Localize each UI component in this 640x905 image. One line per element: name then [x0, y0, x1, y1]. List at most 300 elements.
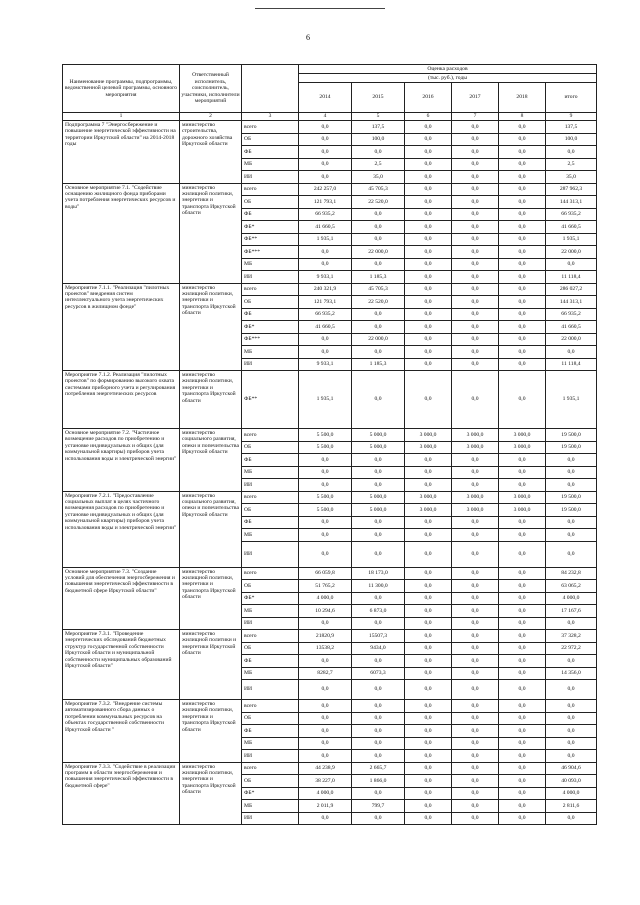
cost-value: 3 000,0: [499, 429, 546, 442]
cost-value: 0,0: [405, 158, 452, 171]
cost-value: 3 000,0: [452, 504, 499, 517]
cost-value: 0,0: [452, 725, 499, 738]
table-row: [63, 183, 597, 196]
header-cost-unit: (тыс. руб.), годы: [299, 74, 597, 83]
funding-source: ФБ***: [242, 333, 299, 346]
cost-value: 0,0: [405, 246, 452, 259]
cost-value: 0,0: [405, 605, 452, 618]
cost-value: 0,0: [452, 642, 499, 655]
funding-source: ФБ: [242, 516, 299, 529]
cost-value: 0,0: [499, 121, 546, 134]
cost-value: 0,0: [452, 605, 499, 618]
header-year: 2016: [405, 83, 452, 113]
cost-value: 0,0: [405, 712, 452, 725]
measure-executor: министерство жилищной политики, энергетики и транспорта Иркутской области: [180, 283, 242, 371]
cost-value: 0,0: [499, 333, 546, 346]
cost-value: 0,0: [452, 800, 499, 813]
cost-value: 0,0: [352, 454, 405, 467]
funding-source: МБ: [242, 605, 299, 618]
cost-value: 0,0: [299, 812, 352, 825]
cost-value: 0,0: [546, 712, 597, 725]
cost-value: 5 500,0: [299, 504, 352, 517]
cost-value: 286 027,2: [546, 283, 597, 296]
cost-value: 0,0: [405, 737, 452, 750]
cost-value: 0,0: [405, 630, 452, 643]
cost-value: 0,0: [452, 171, 499, 184]
cost-value: 0,0: [405, 121, 452, 134]
measure-executor: министерство социального развития, опеки и попечительства Иркутской области: [180, 429, 242, 492]
funding-source: ФБ*: [242, 321, 299, 334]
cost-value: 0,0: [499, 700, 546, 713]
cost-value: 0,0: [405, 283, 452, 296]
cost-value: 0,0: [546, 737, 597, 750]
cost-value: 66 935,2: [546, 308, 597, 321]
measure-name: Основное мероприятие 7.3. "Создание условий для обеспечения энергосбережения и повышения энергетической эффективности в бюджетной сфере Иркутской области": [63, 567, 180, 630]
cost-value: 0,0: [546, 466, 597, 479]
header-year: 2014: [299, 83, 352, 113]
cost-value: 0,0: [299, 346, 352, 359]
cost-value: 0,0: [499, 479, 546, 492]
funding-source: ОБ: [242, 712, 299, 725]
measure-executor: министерство социального развития, опеки и попечительства Иркутской области: [180, 491, 242, 567]
cost-value: 45 705,3: [352, 183, 405, 196]
funding-source: ИИ: [242, 479, 299, 492]
column-index: 9: [546, 113, 597, 121]
cost-value: 0,0: [546, 655, 597, 668]
cost-value: 0,0: [452, 655, 499, 668]
cost-value: 0,0: [405, 529, 452, 542]
cost-value: 0,0: [352, 712, 405, 725]
cost-value: 0,0: [299, 712, 352, 725]
funding-source: всего: [242, 183, 299, 196]
cost-value: 0,0: [299, 529, 352, 542]
cost-value: 19 500,0: [546, 504, 597, 517]
cost-value: 0,0: [352, 787, 405, 800]
cost-value: 0,0: [352, 737, 405, 750]
measure-name: Мероприятие 7.2.1. "Предоставление социальных выплат в целях частичного возмещения расходов по приобретению и установке индивидуальных и общих (для коммунальной квартиры) приборов учета использования воды и электрической энергии": [63, 491, 180, 567]
cost-value: 0,0: [452, 371, 499, 429]
cost-value: 0,0: [499, 246, 546, 259]
cost-value: 35,0: [546, 171, 597, 184]
cost-value: 0,0: [299, 246, 352, 259]
cost-value: 0,0: [452, 196, 499, 209]
cost-value: 0,0: [499, 655, 546, 668]
cost-value: 3 000,0: [452, 491, 499, 504]
column-index: 3: [242, 113, 299, 121]
cost-value: 0,0: [352, 541, 405, 567]
funding-source: МБ: [242, 346, 299, 359]
cost-value: 0,0: [452, 296, 499, 309]
cost-value: 100,0: [546, 133, 597, 146]
cost-value: 41 660,5: [299, 221, 352, 234]
cost-value: 1 866,0: [352, 775, 405, 788]
funding-source: всего: [242, 429, 299, 442]
cost-value: 0,0: [352, 529, 405, 542]
cost-value: 0,0: [405, 655, 452, 668]
cost-value: 0,0: [405, 541, 452, 567]
cost-value: 2 665,7: [352, 762, 405, 775]
funding-source: ИИ: [242, 271, 299, 284]
cost-value: 0,0: [299, 258, 352, 271]
cost-value: 8282,7: [299, 667, 352, 680]
cost-value: 0,0: [499, 358, 546, 371]
cost-value: 66 059,8: [299, 567, 352, 580]
cost-value: 1 935,1: [299, 371, 352, 429]
funding-source: МБ: [242, 529, 299, 542]
cost-value: 0,0: [499, 750, 546, 763]
header-name-col: Наименование программы, подпрограммы, ведомственной целевой программы, основного мероприятия: [63, 65, 180, 113]
funding-source: ФБ*: [242, 787, 299, 800]
cost-value: 0,0: [452, 567, 499, 580]
cost-value: 0,0: [352, 655, 405, 668]
cost-value: 287 962,3: [546, 183, 597, 196]
cost-value: 0,0: [452, 308, 499, 321]
cost-value: 2 011,9: [299, 800, 352, 813]
cost-value: 0,0: [546, 700, 597, 713]
measure-name: Мероприятие 7.3.3. "Содействие в реализации программ в области энергосбережения и повышения энергетической эффективности в бюджетной сфере": [63, 762, 180, 825]
cost-value: 11 118,4: [546, 358, 597, 371]
cost-value: 0,0: [452, 787, 499, 800]
funding-source: всего: [242, 121, 299, 134]
header-year: итого: [546, 83, 597, 113]
cost-value: 22 520,0: [352, 196, 405, 209]
cost-value: 0,0: [405, 516, 452, 529]
cost-value: 51 765,2: [299, 580, 352, 593]
measure-executor: министерство жилищной политики, энергетики и транспорта Иркутской области: [180, 762, 242, 825]
funding-source: ФБ**: [242, 371, 299, 429]
cost-value: 121 793,1: [299, 296, 352, 309]
cost-value: 0,0: [352, 233, 405, 246]
cost-value: 3 000,0: [499, 504, 546, 517]
cost-value: 66 935,2: [299, 208, 352, 221]
header-year: 2017: [452, 83, 499, 113]
cost-value: 0,0: [499, 800, 546, 813]
cost-value: 1 185,3: [352, 358, 405, 371]
cost-value: 0,0: [452, 246, 499, 259]
table-row: [63, 762, 597, 775]
cost-value: 9434,0: [352, 642, 405, 655]
cost-value: 0,0: [405, 271, 452, 284]
cost-value: 0,0: [405, 233, 452, 246]
cost-value: 2,5: [546, 158, 597, 171]
table-row: [63, 567, 597, 580]
cost-value: 0,0: [452, 592, 499, 605]
cost-value: 0,0: [499, 567, 546, 580]
column-index: 6: [405, 113, 452, 121]
measure-name: Мероприятие 7.3.2. "Внедрение системы автоматизированного сбора данных о потреблении коммунальных ресурсов на объектах государственной собственности Иркутской области ": [63, 700, 180, 763]
cost-value: 0,0: [452, 812, 499, 825]
page-number: 6: [306, 33, 310, 42]
cost-value: 41 660,5: [299, 321, 352, 334]
cost-value: 0,0: [405, 725, 452, 738]
cost-value: 0,0: [352, 750, 405, 763]
cost-value: 19 500,0: [546, 429, 597, 442]
cost-value: 0,0: [405, 296, 452, 309]
cost-value: 0,0: [499, 642, 546, 655]
cost-value: 0,0: [499, 529, 546, 542]
cost-value: 0,0: [499, 146, 546, 159]
funding-source: всего: [242, 762, 299, 775]
cost-value: 0,0: [499, 630, 546, 643]
cost-value: 0,0: [546, 516, 597, 529]
cost-value: 0,0: [299, 171, 352, 184]
cost-value: 1 935,1: [546, 371, 597, 429]
cost-value: 0,0: [405, 346, 452, 359]
cost-value: 0,0: [405, 750, 452, 763]
measure-executor: министерство строительства, дорожного хозяйства Иркутской области: [180, 121, 242, 184]
cost-value: 0,0: [405, 680, 452, 700]
cost-value: 0,0: [352, 466, 405, 479]
cost-value: 0,0: [546, 529, 597, 542]
cost-value: 0,0: [546, 680, 597, 700]
cost-value: 0,0: [352, 371, 405, 429]
header-year: 2018: [499, 83, 546, 113]
cost-value: 0,0: [499, 466, 546, 479]
cost-value: 121 793,1: [299, 196, 352, 209]
cost-value: 0,0: [499, 812, 546, 825]
cost-value: 0,0: [452, 750, 499, 763]
cost-value: 0,0: [499, 680, 546, 700]
cost-value: 18 173,0: [352, 567, 405, 580]
cost-value: 0,0: [499, 208, 546, 221]
cost-value: 0,0: [499, 283, 546, 296]
cost-value: 0,0: [405, 358, 452, 371]
cost-value: 3 000,0: [452, 441, 499, 454]
cost-value: 0,0: [299, 333, 352, 346]
cost-value: 0,0: [405, 333, 452, 346]
measure-executor: министерство жилищной политики, энергетики и транспорта Иркутской области: [180, 700, 242, 763]
column-index: 1: [63, 113, 180, 121]
cost-value: 14 356,0: [546, 667, 597, 680]
cost-value: 0,0: [299, 454, 352, 467]
cost-value: 0,0: [499, 775, 546, 788]
funding-source: ОБ: [242, 642, 299, 655]
funding-source: МБ: [242, 800, 299, 813]
funding-source: МБ: [242, 258, 299, 271]
cost-value: 4 000,0: [299, 592, 352, 605]
funding-source: ФБ: [242, 725, 299, 738]
cost-value: 0,0: [499, 371, 546, 429]
cost-value: 0,0: [299, 121, 352, 134]
cost-value: 5 000,0: [352, 504, 405, 517]
cost-value: 1 185,3: [352, 271, 405, 284]
cost-value: 0,0: [352, 221, 405, 234]
cost-value: 0,0: [352, 680, 405, 700]
cost-value: 3 000,0: [405, 504, 452, 517]
cost-value: 0,0: [546, 258, 597, 271]
cost-value: 0,0: [499, 516, 546, 529]
cost-value: 22 520,0: [352, 296, 405, 309]
cost-value: 144 313,1: [546, 296, 597, 309]
funding-source: ИИ: [242, 750, 299, 763]
header-source-col: [242, 65, 299, 113]
cost-value: 0,0: [405, 800, 452, 813]
funding-source: ОБ: [242, 775, 299, 788]
cost-value: 0,0: [452, 221, 499, 234]
cost-value: 0,0: [352, 617, 405, 630]
cost-value: 0,0: [299, 680, 352, 700]
cost-value: 799,7: [352, 800, 405, 813]
funding-source: всего: [242, 700, 299, 713]
funding-source: МБ: [242, 466, 299, 479]
measure-name: Подпрограмма 7 "Энергосбережение и повышение энергетической эффективности на территории Иркутской области" на 2014-2018 годы: [63, 121, 180, 184]
cost-value: 0,0: [405, 171, 452, 184]
cost-value: 0,0: [352, 516, 405, 529]
cost-value: 0,0: [452, 712, 499, 725]
cost-value: 0,0: [405, 787, 452, 800]
cost-value: 66 935,2: [299, 308, 352, 321]
cost-value: 0,0: [546, 541, 597, 567]
cost-value: 11 118,4: [546, 271, 597, 284]
cost-value: 0,0: [452, 466, 499, 479]
cost-value: 0,0: [299, 479, 352, 492]
cost-value: 0,0: [405, 812, 452, 825]
cost-value: 0,0: [499, 762, 546, 775]
cost-value: 0,0: [405, 479, 452, 492]
cost-value: 0,0: [499, 346, 546, 359]
cost-value: 84 232,8: [546, 567, 597, 580]
cost-value: 1 935,1: [546, 233, 597, 246]
cost-value: 13538,2: [299, 642, 352, 655]
cost-value: 0,0: [499, 196, 546, 209]
cost-value: 0,0: [452, 541, 499, 567]
measure-name: Основное мероприятие 7.1. "Содействие оснащению жилищного фонда приборами учета потребления энергетических ресурсов и воды": [63, 183, 180, 283]
cost-value: 0,0: [452, 516, 499, 529]
measure-executor: министерство жилищной политики, энергетики и транспорта Иркутской области: [180, 371, 242, 429]
funding-source: всего: [242, 630, 299, 643]
table-row: [63, 429, 597, 442]
measure-name: Мероприятие 7.3.1. "Проведение энергетических обследований бюджетных структур государственной собственности Иркутской области и муниципальной собственности муниципальных образований Иркутской области": [63, 630, 180, 700]
cost-value: 0,0: [299, 466, 352, 479]
cost-value: 0,0: [499, 712, 546, 725]
funding-source: ИИ: [242, 617, 299, 630]
funding-source: всего: [242, 283, 299, 296]
cost-value: 22 000,0: [352, 333, 405, 346]
funding-source: ОБ: [242, 441, 299, 454]
cost-value: 0,0: [299, 700, 352, 713]
cost-value: 137,5: [352, 121, 405, 134]
cost-value: 0,0: [499, 454, 546, 467]
cost-value: 9 933,1: [299, 358, 352, 371]
cost-value: 0,0: [499, 737, 546, 750]
cost-value: 3 000,0: [405, 491, 452, 504]
cost-value: 0,0: [299, 516, 352, 529]
funding-source: ФБ: [242, 308, 299, 321]
cost-value: 4 000,0: [299, 787, 352, 800]
funding-source: ФБ: [242, 208, 299, 221]
cost-value: 0,0: [499, 221, 546, 234]
funding-source: ИИ: [242, 358, 299, 371]
cost-value: 0,0: [452, 667, 499, 680]
funding-source: ФБ*: [242, 592, 299, 605]
measure-name: Мероприятие 7.1.2. Реализация "пилотных проектов" по формированию высокого охвата системами приборного учета и регулирования потребления энергетических ресурсов: [63, 371, 180, 429]
cost-value: 0,0: [499, 258, 546, 271]
cost-value: 0,0: [452, 333, 499, 346]
cost-value: 37 328,2: [546, 630, 597, 643]
cost-value: 0,0: [405, 146, 452, 159]
measure-executor: министерство жилищной политики и энергетики Иркутской области: [180, 630, 242, 700]
cost-value: 10 294,6: [299, 605, 352, 618]
cost-value: 0,0: [405, 196, 452, 209]
cost-value: 0,0: [352, 725, 405, 738]
cost-value: 0,0: [452, 529, 499, 542]
cost-value: 0,0: [452, 321, 499, 334]
cost-value: 0,0: [405, 208, 452, 221]
table-row: [63, 121, 597, 134]
cost-value: 0,0: [452, 762, 499, 775]
header-exec-col: Ответственный исполнитель, соисполнитель, участники, исполнители мероприятий: [180, 65, 242, 113]
cost-value: 3 000,0: [499, 441, 546, 454]
cost-value: 46 904,6: [546, 762, 597, 775]
cost-value: 0,0: [452, 737, 499, 750]
cost-value: 21820,9: [299, 630, 352, 643]
table-row: [63, 630, 597, 643]
funding-source: МБ: [242, 737, 299, 750]
cost-value: 0,0: [299, 146, 352, 159]
cost-value: 0,0: [499, 158, 546, 171]
cost-value: 0,0: [452, 183, 499, 196]
cost-value: 0,0: [405, 775, 452, 788]
cost-value: 0,0: [452, 479, 499, 492]
cost-value: 100,0: [352, 133, 405, 146]
funding-source: ИИ: [242, 812, 299, 825]
cost-value: 41 660,5: [546, 221, 597, 234]
cost-value: 0,0: [405, 183, 452, 196]
cost-value: 0,0: [452, 346, 499, 359]
cost-value: 0,0: [299, 133, 352, 146]
cost-value: 0,0: [499, 271, 546, 284]
cost-value: 3 000,0: [405, 441, 452, 454]
funding-source: ОБ: [242, 196, 299, 209]
cost-value: 0,0: [405, 700, 452, 713]
cost-value: 15507,3: [352, 630, 405, 643]
cost-value: 0,0: [546, 346, 597, 359]
funding-source: ФБ: [242, 146, 299, 159]
table-row: [63, 491, 597, 504]
funding-source: ФБ*: [242, 221, 299, 234]
cost-value: 5 500,0: [299, 491, 352, 504]
cost-value: 0,0: [452, 233, 499, 246]
table-row: [63, 283, 597, 296]
cost-value: 19 500,0: [546, 441, 597, 454]
cost-value: 0,0: [546, 617, 597, 630]
cost-value: 40 093,0: [546, 775, 597, 788]
table-row: [63, 371, 597, 429]
cost-value: 0,0: [452, 283, 499, 296]
header-year: 2015: [352, 83, 405, 113]
cost-value: 0,0: [299, 617, 352, 630]
cost-value: 0,0: [452, 133, 499, 146]
funding-source: МБ: [242, 158, 299, 171]
cost-value: 66 935,2: [546, 208, 597, 221]
cost-value: 0,0: [405, 567, 452, 580]
cost-value: 0,0: [499, 233, 546, 246]
cost-value: 0,0: [405, 308, 452, 321]
header-cost-col: Оценка расходов: [299, 65, 597, 74]
cost-value: 45 705,3: [352, 283, 405, 296]
cost-value: 0,0: [452, 454, 499, 467]
top-rule: [255, 8, 385, 9]
cost-value: 22 972,2: [546, 642, 597, 655]
cost-value: 0,0: [452, 158, 499, 171]
cost-value: 0,0: [546, 454, 597, 467]
cost-value: 0,0: [352, 321, 405, 334]
cost-value: 22 000,0: [546, 246, 597, 259]
cost-value: 0,0: [452, 271, 499, 284]
measure-name: Мероприятие 7.1.1. "Реализация "пилотных проектов" внедрения систем интеллектуального учета энергетических ресурсов в жилищном фонде": [63, 283, 180, 371]
cost-value: 0,0: [405, 762, 452, 775]
funding-source: ФБ***: [242, 246, 299, 259]
